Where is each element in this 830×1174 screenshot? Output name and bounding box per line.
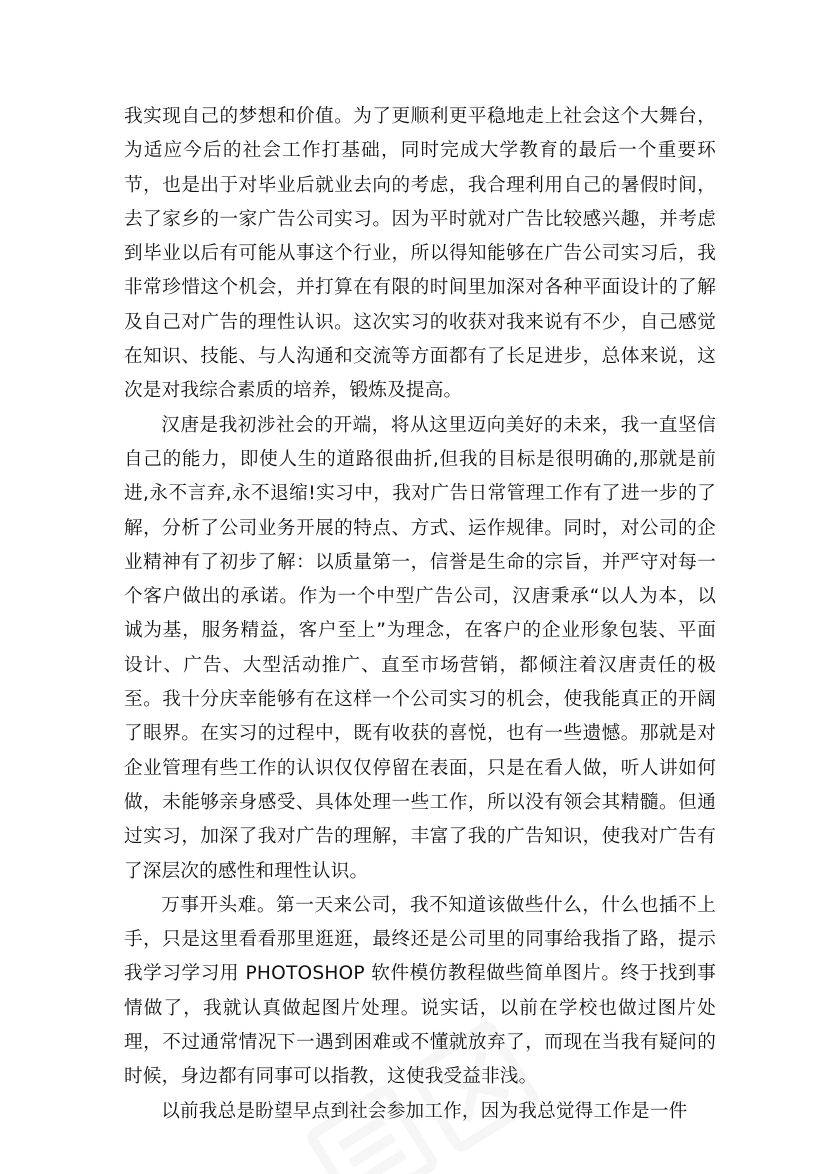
paragraph-1: 我实现自己的梦想和价值。为了更顺利更平稳地走上社会这个大舞台，为适应今后的社会工作打基础，同时完成大学教育的最后一个重要环节，也是出于对毕业后就业去向的考虑，我合理利用自己的暑假时间，去了家乡的一家广告公司实习。因为平时就对广告比较感兴趣，并考虑到毕业以后有可能从事这个行业，所以得知能够在广告公司实习后，我非常珍惜这个机会，并打算在有限的时间里加深对各种平面设计的了解及自己对广告的理性认识。这次实习的收获对我来说有不少，自己感觉在知识、技能、与人沟通和交流等方面都有了长足进步，总体来说，这次是对我综合素质的培养，锻炼及提高。 [124, 106, 716, 402]
paragraph-2: 汉唐是我初涉社会的开端，将从这里迈向美好的未来，我一直坚信自己的能力，即使人生的道路很曲折,但我的目标是很明确的,那就是前进,永不言弃,永不退缩!实习中，我对广告日常管理工作有了进一步的了解，分析了公司业务开展的特点、方式、运作规律。同时，对公司的企业精神有了初步了解：以质量第一，信誉是生命的宗旨，并严守对每一个客户做出的承诺。作为一个中型广告公司，汉唐秉承“以人为本，以诚为基，服务精益，客户至上”为理念，在客户的企业形象包装、平面设计、广告、大型活动推广、直至市场营销，都倾注着汉唐责任的极至。我十分庆幸能够有在这样一个公司实习的机会，使我能真正的开阔了眼界。在实习的过程中，既有收获的喜悦，也有一些遗憾。那就是对企业管理有些工作的认识仅仅停留在表面，只是在看人做，听人讲如何做，未能够亲身感受、具体处理一些工作，所以没有领会其精髓。但通过实习，加深了我对广告的理解，丰富了我的广告知识，使我对广告有了深层次的感性和理性认识。 [124, 414, 716, 882]
paragraph-3: 万事开头难。第一天来公司，我不知道该做些什么，什么也插不上手，只是这里看看那里逛逛，最终还是公司里的同事给我指了路，提示我学习学习用 PHOTOSHOP 软件模仿教程做些简单图片。终于找到事情做了，我就认真做起图片处理。说实话，以前在学校也做过图片处理，不过通常情况下一遇到困难或不懂就放弃了，而现在当我有疑问的时候，身边都有同事可以指教，这使我受益非浅。 [124, 894, 716, 1088]
paragraph-4: 以前我总是盼望早点到社会参加工作，因为我总觉得工作是一件 [161, 1100, 688, 1122]
document-body [124, 100, 716, 1129]
